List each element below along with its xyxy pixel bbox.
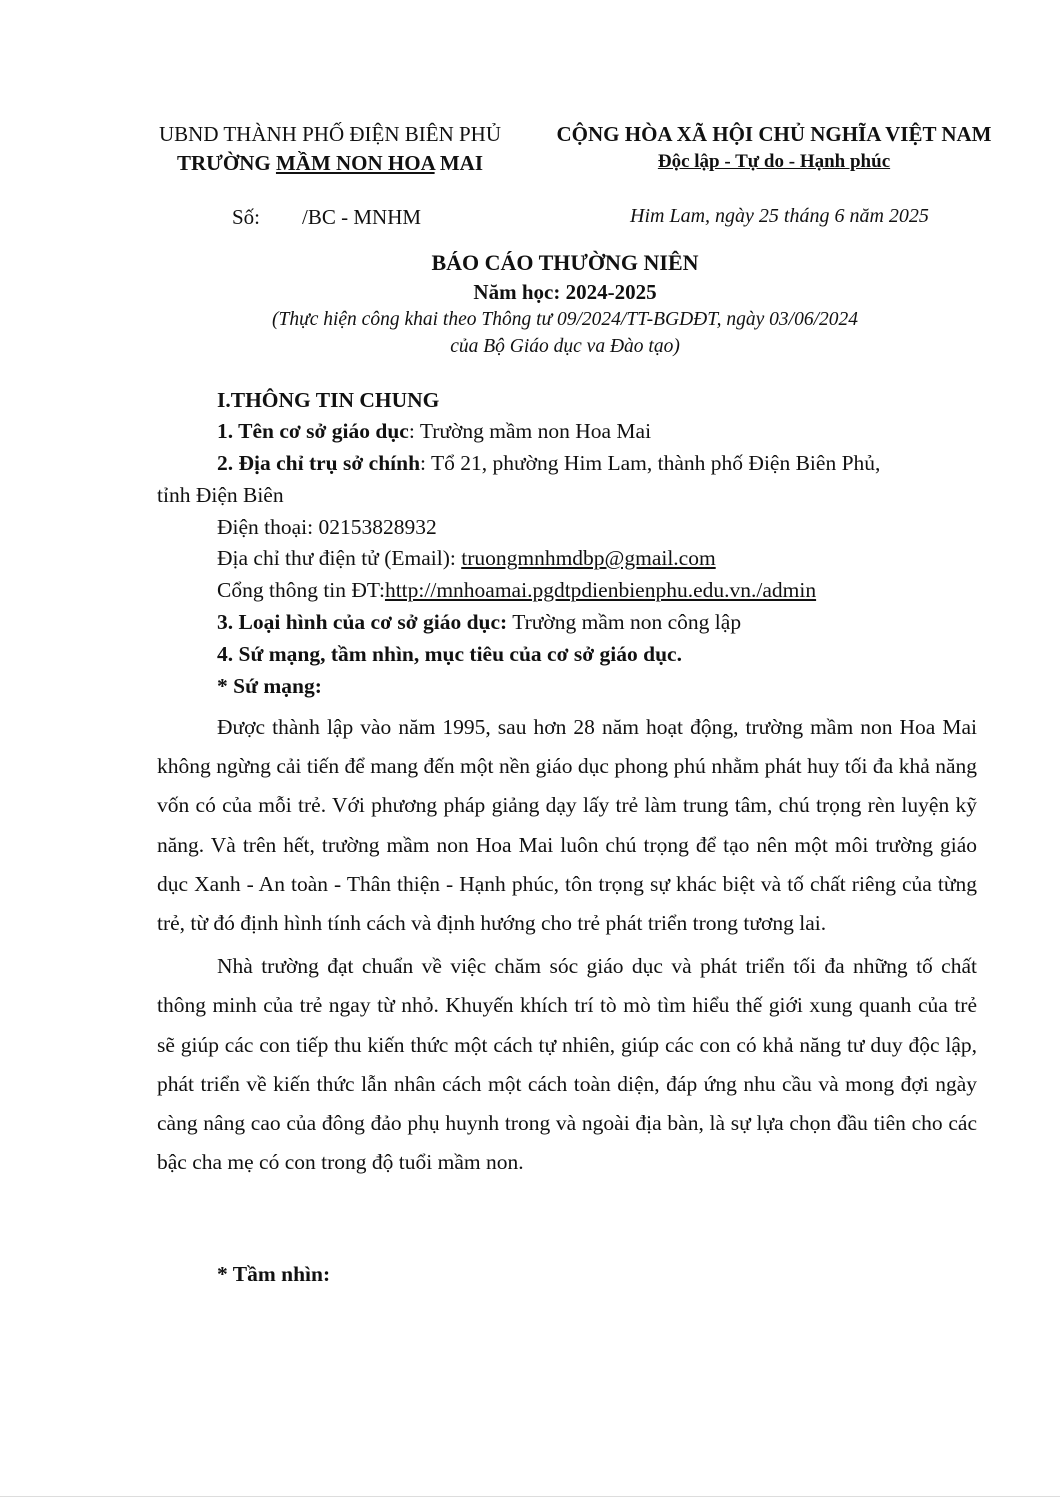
number-value: /BC - MNHM [302, 205, 422, 229]
email-line [217, 546, 716, 571]
institution-type-label: 3. Loại hình của cơ sở giáo dục: [217, 610, 508, 634]
number-label: Số: [232, 205, 261, 229]
place-date: Him Lam, ngày 25 tháng 6 năm 2025 [630, 205, 929, 227]
portal-line [217, 578, 816, 603]
nation-title: CỘNG HÒA XÃ HỘI CHỦ NGHĨA VIỆT NAM [556, 122, 992, 146]
email-link[interactable]: truongmnhmdbp@gmail.com [461, 546, 716, 570]
mission-paragraph-2: Nhà trường đạt chuẩn về việc chăm sóc giáo dục và phát triển tối đa những tố chất thông minh của trẻ ngay từ nhỏ. Khuyến khích trí tò mò tìm hiểu thế giới xung quanh của trẻ sẽ giúp các con tiếp thu kiến thức một cách tự nhiên, giúp các con có khả năng tư duy độc lập, phát triển về kiến thức lẫn nhân cách một cách toàn diện, đáp ứng nhu cầu và mong đợi ngày càng nâng cao của đông đảo phụ huynh trong và ngoài địa bàn, là sự lựa chọn đầu tiên cho các bậc cha mẹ có con trong độ tuổi mầm non. [157, 954, 977, 1175]
issuer-authority: UBND THÀNH PHỐ ĐIỆN BIÊN PHỦ [158, 122, 502, 146]
phone-number: Điện thoại: 02153828932 [217, 515, 437, 539]
portal-label: Cổng thông tin ĐT: [217, 578, 385, 602]
page-edge [0, 1496, 1060, 1497]
address-value: : Tổ 21, phường Him Lam, thành phố Điện Biên Phủ, [420, 451, 881, 475]
institution-name-label: 1. Tên cơ sở giáo dục [217, 419, 409, 443]
vision-label: * Tầm nhìn: [217, 1262, 331, 1286]
nation-motto: Độc lập - Tự do - Hạnh phúc [657, 151, 891, 172]
institution-name-value: : Trường mầm non Hoa Mai [408, 419, 652, 443]
issuer-school [130, 151, 530, 176]
portal-link[interactable]: http://mnhoamai.pgdtpdienbienphu.edu.vn./admin [384, 578, 817, 602]
school-year: Năm học: 2024-2025 [473, 280, 657, 304]
section-heading: I.THÔNG TIN CHUNG [217, 388, 440, 412]
mission-body [157, 708, 977, 1182]
address-label: 2. Địa chỉ trụ sở chính [217, 451, 421, 475]
mission-paragraph-1: Được thành lập vào năm 1995, sau hơn 28 năm hoạt động, trường mầm non Hoa Mai không ngừng cải tiến để mang đến một nền giáo dục phong phú nhằm phát huy tối đa khả năng vốn có của mỗi trẻ. Với phương pháp giảng dạy lấy trẻ làm trung tâm, chú trọng rèn luyện kỹ năng. Và trên hết, trường mầm non Hoa Mai luôn chú trọng để tạo nên một môi trường giáo dục Xanh - An toàn - Thân thiện - Hạnh phúc, tôn trọng sự khác biệt và tố chất riêng của từng trẻ, từ đó định hình tính cách và định hướng cho trẻ phát triển trong tương lai. [157, 715, 977, 936]
legal-note-line1: (Thực hiện công khai theo Thông tư 09/2024/TT-BGDĐT, ngày 03/06/2024 [271, 309, 859, 330]
institution-type-value: Trường mầm non công lập [507, 610, 742, 634]
address-continued: tỉnh Điện Biên [157, 483, 284, 507]
mission-vision-heading: 4. Sứ mạng, tầm nhìn, mục tiêu của cơ sở giáo dục. [217, 642, 682, 666]
institution-name [217, 419, 651, 444]
issuer-school-prefix: TRƯỜNG [176, 151, 276, 175]
institution-type [217, 610, 741, 635]
email-label: Địa chỉ thư điện tử (Email): [217, 546, 462, 570]
document-number [232, 205, 421, 230]
issuer-school-suffix: MAI [434, 151, 484, 175]
issuer-school-underlined: MẦM NON HOA [275, 151, 435, 175]
address [217, 451, 880, 476]
legal-note-line2: của Bộ Giáo dục va Đào tạo) [450, 336, 680, 357]
mission-label: * Sứ mạng: [217, 674, 322, 698]
report-title: BÁO CÁO THƯỜNG NIÊN [431, 250, 699, 275]
